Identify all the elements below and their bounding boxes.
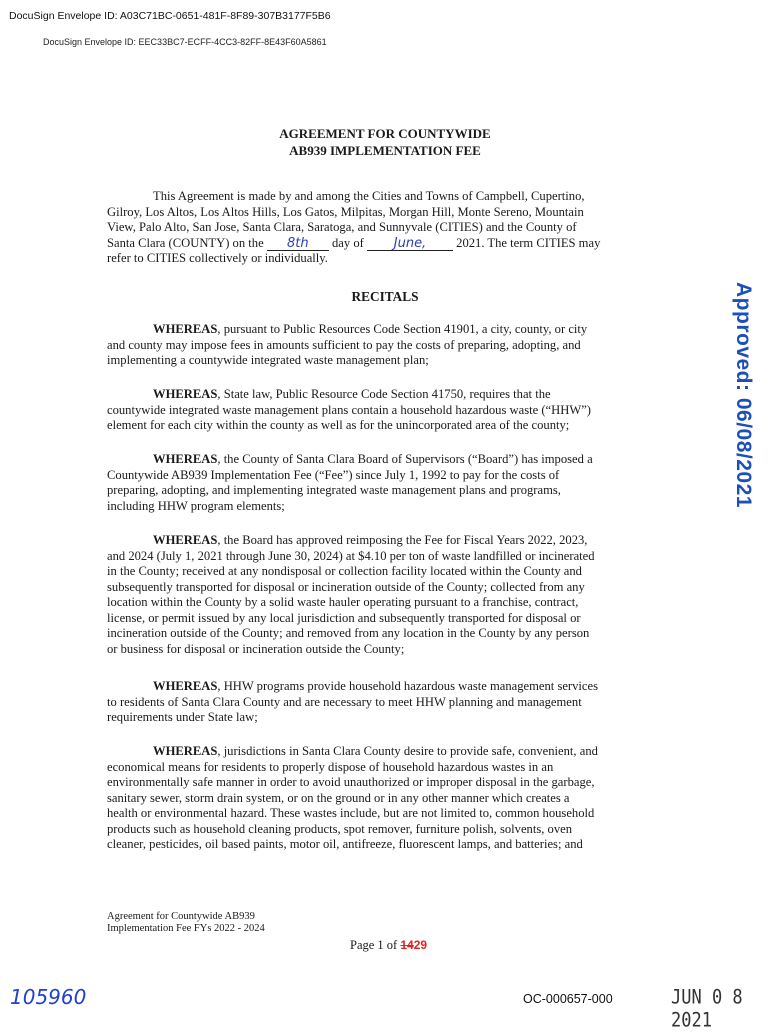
page-total-struck: 14 xyxy=(400,938,414,952)
footer-line: Implementation Fee FYs 2022 - 2024 xyxy=(107,923,265,934)
recital-line: and county may impose fees in amounts sufficient to pay the costs of preparing, adopting, and xyxy=(107,337,581,352)
recital-line: environmentally safe manner in order to avoid unauthorized or improper disposal in the garbage, xyxy=(107,775,595,789)
recital-line: in the County; received at any nondisposal or collection facility located within the County and xyxy=(107,564,582,578)
recital-line: , jurisdictions in Santa Clara County desire to provide safe, convenient, and xyxy=(217,744,598,758)
recital-line: economical means for residents to properly dispose of household hazardous wastes in an xyxy=(107,759,554,774)
recital-line: , the County of Santa Clara Board of Supervisors (“Board”) has imposed a xyxy=(217,452,593,466)
recital-line: requirements under State law; xyxy=(107,710,258,724)
day-handwritten: 8th xyxy=(287,235,309,251)
oc-number: OC-000657-000 xyxy=(523,992,613,1006)
recital-paragraph xyxy=(107,452,662,514)
whereas-lead: WHEREAS xyxy=(153,322,218,336)
recital-line: , State law, Public Resource Code Section 41750, requires that the xyxy=(217,387,551,401)
recital-line: to residents of Santa Clara County and are necessary to meet HHW planning and management xyxy=(107,694,582,709)
recital-paragraph xyxy=(107,387,662,434)
intro-line: View, Palo Alto, San Jose, Santa Clara, Saratoga, and Sunnyvale (CITIES) and the County of xyxy=(107,220,577,234)
recital-line: location within the County by a solid waste hauler operating pursuant to a franchise, contract, xyxy=(107,595,579,609)
recital-line: , the Board has approved reimposing the Fee for Fiscal Years 2022, 2023, xyxy=(217,533,588,547)
whereas-lead: WHEREAS xyxy=(153,679,218,693)
received-date-stamp: JUN 0 8 2021 xyxy=(671,986,743,1032)
recital-line: and 2024 (July 1, 2021 through June 30, 2024) at $4.10 per ton of waste landfilled or incinerated xyxy=(107,548,595,563)
recital-line: cleaner, pesticides, oil based paints, motor oil, antifreeze, fluorescent lamps, and batteries; and xyxy=(107,837,583,851)
whereas-lead: WHEREAS xyxy=(153,744,218,758)
handwritten-id: 105960 xyxy=(10,985,87,1009)
intro-line: This Agreement is made by and among the Cities and Towns of Campbell, Cupertino, xyxy=(153,189,585,203)
day-field xyxy=(267,237,329,251)
month-field xyxy=(367,237,453,251)
recital-line: including HHW program elements; xyxy=(107,498,285,513)
recital-line: or business for disposal or incineration outside the County; xyxy=(107,641,405,656)
recital-paragraph xyxy=(107,533,662,657)
recital-line: products such as household cleaning products, spot remover, furniture polish, solvents, oven xyxy=(107,821,573,836)
recital-line: element for each city within the county as well as for the unincorporated area of the county; xyxy=(107,418,570,432)
recital-paragraph xyxy=(107,322,662,369)
footer-line: Agreement for Countywide AB939 xyxy=(107,911,255,922)
recital-line: license, or permit issued by any local jurisdiction and subsequently transported for disposal or xyxy=(107,610,581,625)
whereas-lead: WHEREAS xyxy=(153,452,218,466)
recital-line: subsequently transported for disposal or incineration outside of the County; collected from any xyxy=(107,579,585,594)
whereas-lead: WHEREAS xyxy=(153,533,218,547)
intro-text: 2021. The term CITIES may xyxy=(456,235,601,250)
recital-line: Countywide AB939 Implementation Fee (“Fee”) since July 1, 1992 to pay for the costs of xyxy=(107,467,560,482)
docusign-envelope-id-1: DocuSign Envelope ID: A03C71BC-0651-481F-8F89-307B3177F5B6 xyxy=(9,10,331,22)
docusign-envelope-id-2: DocuSign Envelope ID: EEC33BC7-ECFF-4CC3-82FF-8E43F60A5861 xyxy=(43,37,327,47)
recitals-heading: RECITALS xyxy=(351,289,419,304)
recital-line: sanitary sewer, storm drain system, or on the ground or in any other manner which creates a xyxy=(107,790,570,805)
recital-line: health or environmental hazard. These wastes include, but are not limited to, common household xyxy=(107,806,595,820)
intro-line: Gilroy, Los Altos, Los Altos Hills, Los Gatos, Milpitas, Morgan Hill, Monte Sereno, Mountain xyxy=(107,204,584,219)
intro-text: Santa Clara (COUNTY) on the xyxy=(107,235,264,250)
recital-line: preparing, adopting, and implementing integrated waste management plans and programs, xyxy=(107,483,561,497)
page-total-new: 29 xyxy=(413,938,428,952)
document-title-line1: AGREEMENT FOR COUNTYWIDE xyxy=(279,126,491,141)
recital-line: , HHW programs provide household hazardous waste management services xyxy=(217,679,599,693)
page-number xyxy=(350,938,427,953)
whereas-lead: WHEREAS xyxy=(153,387,218,401)
recital-line: , pursuant to Public Resources Code Section 41901, a city, county, or city xyxy=(217,322,588,336)
footer-doc-name xyxy=(107,911,265,935)
intro-line-date xyxy=(107,236,662,252)
month-handwritten: June, xyxy=(393,235,427,251)
page-prefix: Page 1 of xyxy=(350,938,401,952)
recital-line: incineration outside of the County; and removed from any location in the County by any person xyxy=(107,626,590,640)
document-title-line2: AB939 IMPLEMENTATION FEE xyxy=(289,143,481,158)
recital-line: countywide integrated waste management plans contain a household hazardous waste (“HHW”) xyxy=(107,402,591,417)
recital-paragraph xyxy=(107,744,662,853)
intro-text: day of xyxy=(332,235,364,250)
intro-line: refer to CITIES collectively or individually. xyxy=(107,251,328,265)
recital-line: implementing a countywide integrated waste management plan; xyxy=(107,353,429,367)
approved-stamp: Approved: 06/08/2021 xyxy=(732,282,755,508)
recital-paragraph xyxy=(107,679,662,726)
intro-paragraph xyxy=(107,189,662,267)
